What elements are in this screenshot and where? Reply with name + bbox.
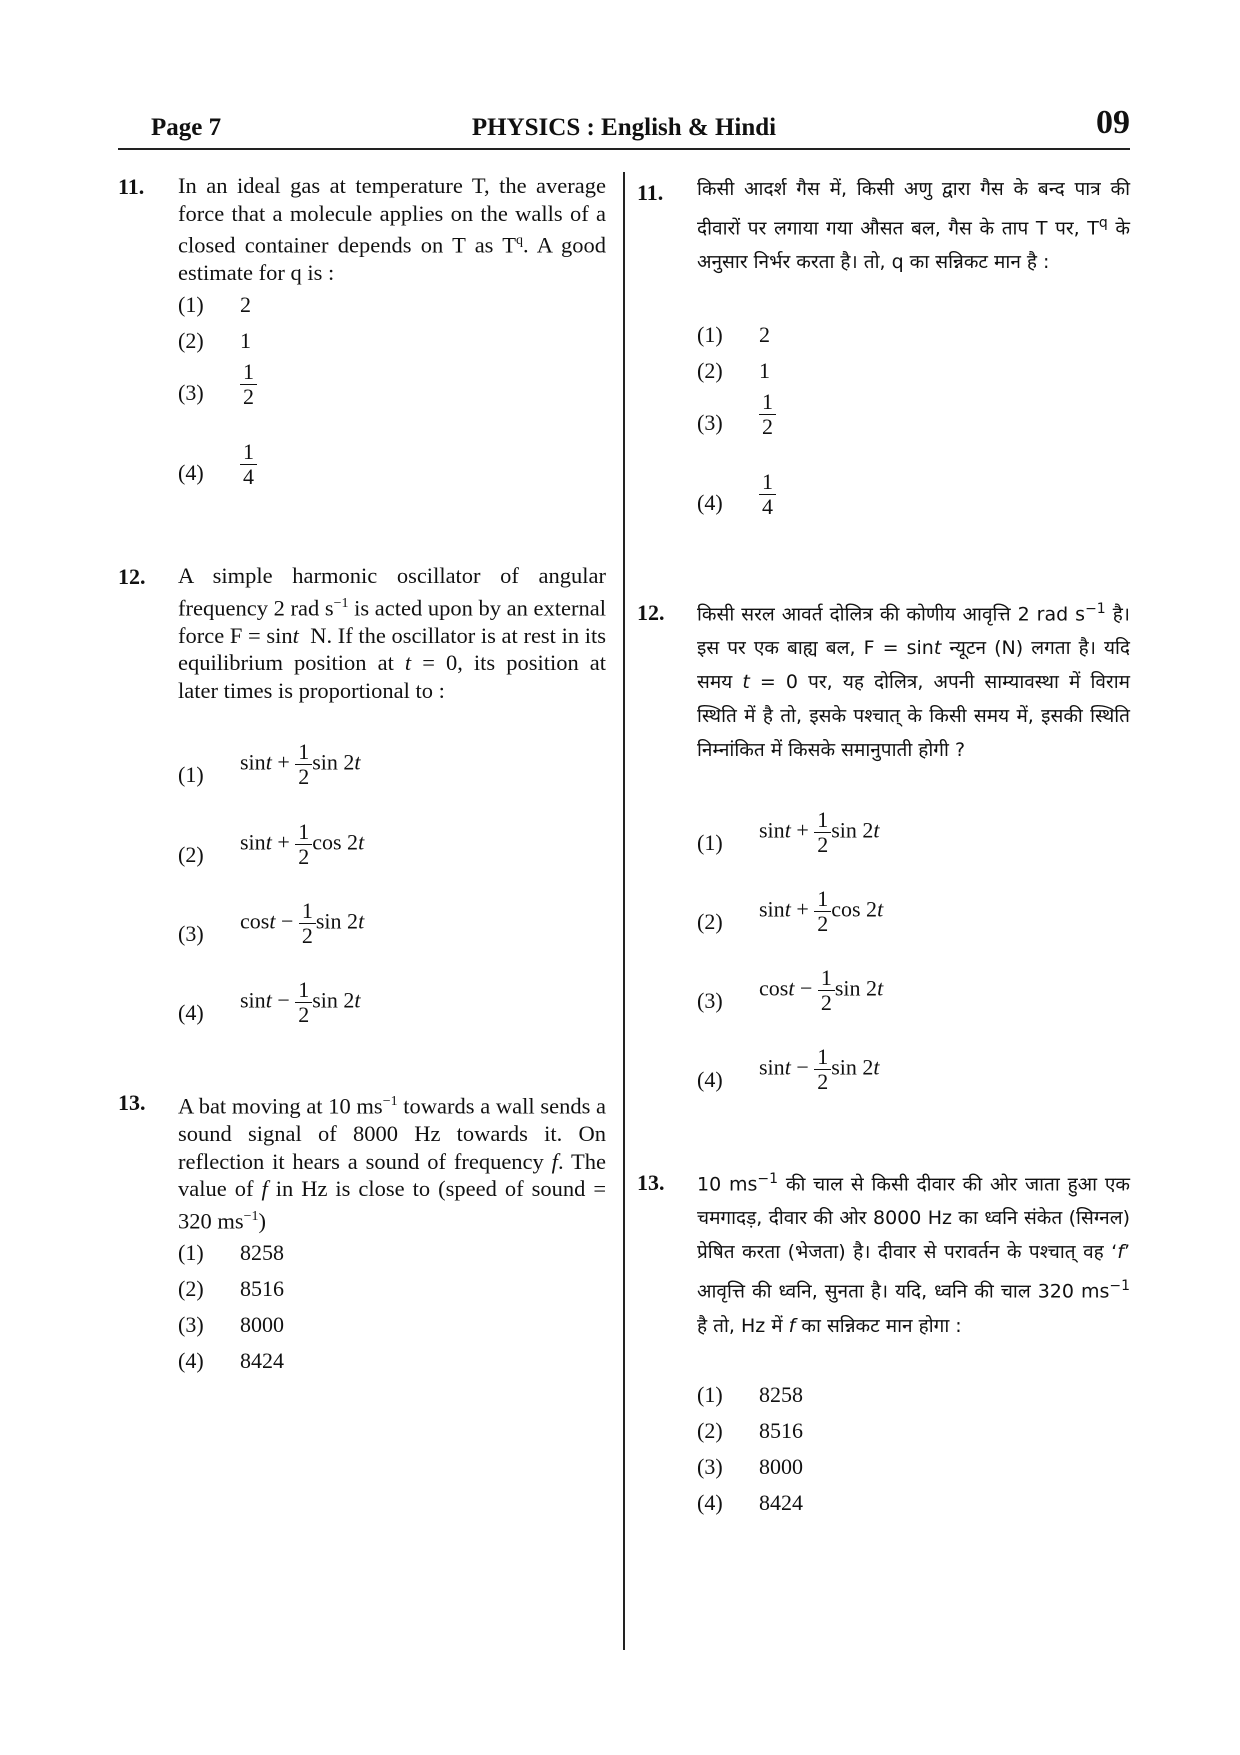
page-title: PHYSICS : English & Hindi [471,114,777,141]
question-stem: किसी आदर्श गैस में, किसी अणु द्वारा गैस के बन्द पात्र की दीवारों पर लगाया गया औसत बल, गैस के ताप T पर, $T^q$ के अनुसार निर्भर करता है। तो, q का सन्निकट मान है : [697,178,1130,274]
question-number: 12. [637,600,665,625]
question-number: 11. [637,180,664,205]
page-number: Page 7 [151,114,222,141]
paper-code: 09 [1096,104,1130,141]
page-header [118,104,1130,150]
question-stem: A bat moving at 10 $ms^{-1}$ towards a wall sends a sound signal of 8000 Hz towards it. On reflection it hears a sound of frequency f. The value of f in Hz is close to (speed of sound = 320 $ms^{-1}$) [178,1093,607,1233]
fraction: $\frac{1}{4}$ [240,440,257,489]
question-stem: In an ideal gas at temperature T, the average force that a molecule applies on the walls of a closed container depends on T as $T^q$. A good estimate for q is : [178,173,606,285]
question-number: 12. [118,564,146,589]
english-column: 11. In an ideal gas at temperature T, the average force that a molecule applies on the walls of a closed container depends on T as $T^q$. A good estimate for q is : (1) 2 (2) 1 (3) $\frac{1}{2}$ (4) $\frac{1}{4}$ 12. A simple harmonic oscillator of angular frequency 2 rad $s^{-1}$ is acted upon by an external force F = sint N. If the oscillator is at rest in its equilibrium position at t = 0, its position at later times is proportional to : (1) sint + $\frac{1}{2}$ sin 2t (2) sint + $\frac{1}{2}$ cos 2t (3) cost − $\frac{1}{2}$ sin 2t (4) sint − $\frac{1}{2}$ sin 2t 13. A bat moving at 10 $ms^{-1}$ towards a wall sends a sound signal of 8000 Hz towards it. On reflection it hears a sound of frequency f. The value of f in Hz is close to (speed of sound = 320 $ms^{-1}$) (1) 8258 (2) 8516 (3) 8000 (4) 8424 [118,173,607,1373]
hindi-column: 11. किसी आदर्श गैस में, किसी अणु द्वारा गैस के बन्द पात्र की दीवारों पर लगाया गया औसत बल, गैस के ताप T पर, $T^q$ के अनुसार निर्भर करता है। तो, q का सन्निकट मान है : (1) 2 (2) 1 (3) $\frac{1}{2}$ (4) $\frac{1}{4}$ 12. किसी सरल आवर्त दोलित्र की कोणीय आवृत्ति 2 rad $s^{-1}$ है। इस पर एक बाह्य बल, F = sint न्यूटन (N) लगता है। यदि समय t = 0 पर, यह दोलित्र, अपनी साम्यावस्था में विराम स्थिति में है तो, इसके पश्चात् के किसी समय में, इसकी स्थिति निम्नांकित में किसके समानुपाती होगी ? (1) sint + $\frac{1}{2}$ sin 2t (2) sint + $\frac{1}{2}$ cos 2t (3) cost − $\frac{1}{2}$ sin 2t (4) sint − $\frac{1}{2}$ sin 2t 13. 10 $ms^{-1}$ की चाल से किसी दीवार की ओर जाता हुआ एक चमगादड़, दीवार की ओर 8000 Hz का ध्वनि संकेत (सिग्नल) प्रेषित करता (भेजता) है। दीवार से परावर्तन के पश्चात् वह ‘f’ आवृत्ति की ध्वनि, सुनता है। यदि, ध्वनि की चाल 320 $ms^{-1}$ है तो, Hz में f का सन्निकट मान होगा : (1) 8258 (2) 8516 (3) 8000 (4) 8424 [637,172,1130,1652]
question-number: 11. [118,174,145,199]
question-stem: 10 $ms^{-1}$ की चाल से किसी दीवार की ओर जाता हुआ एक चमगादड़, दीवार की ओर 8000 Hz का ध्वनि संकेत (सिग्नल) प्रेषित करता (भेजता) है। दीवार से परावर्तन के पश्चात् वह ‘f’ आवृत्ति की ध्वनि, सुनता है। यदि, ध्वनि की चाल 320 $ms^{-1}$ है तो, Hz में f का सन्निकट मान होगा : [697,1171,1131,1337]
question-number: 13. [118,1090,146,1115]
question-stem: A simple harmonic oscillator of angular frequency 2 rad $s^{-1}$ is acted upon by an external force F = sint N. If the oscillator is at rest in its equilibrium position at t = 0, its position at later times is proportional to : [178,563,607,703]
question-number: 13. [637,1170,665,1195]
fraction: $\frac{1}{2}$ [759,390,776,439]
question-stem: किसी सरल आवर्त दोलित्र की कोणीय आवृत्ति 2 rad $s^{-1}$ है। इस पर एक बाह्य बल, F = sint न्यूटन (N) लगता है। यदि समय t = 0 पर, यह दोलित्र, अपनी साम्यावस्था में विराम स्थिति में है तो, इसके पश्चात् के किसी समय में, इसकी स्थिति निम्नांकित में किसके समानुपाती होगी ? [697,601,1130,762]
fraction: $\frac{1}{2}$ [240,360,257,409]
column-divider [623,172,625,1650]
fraction: $\frac{1}{4}$ [759,470,776,519]
